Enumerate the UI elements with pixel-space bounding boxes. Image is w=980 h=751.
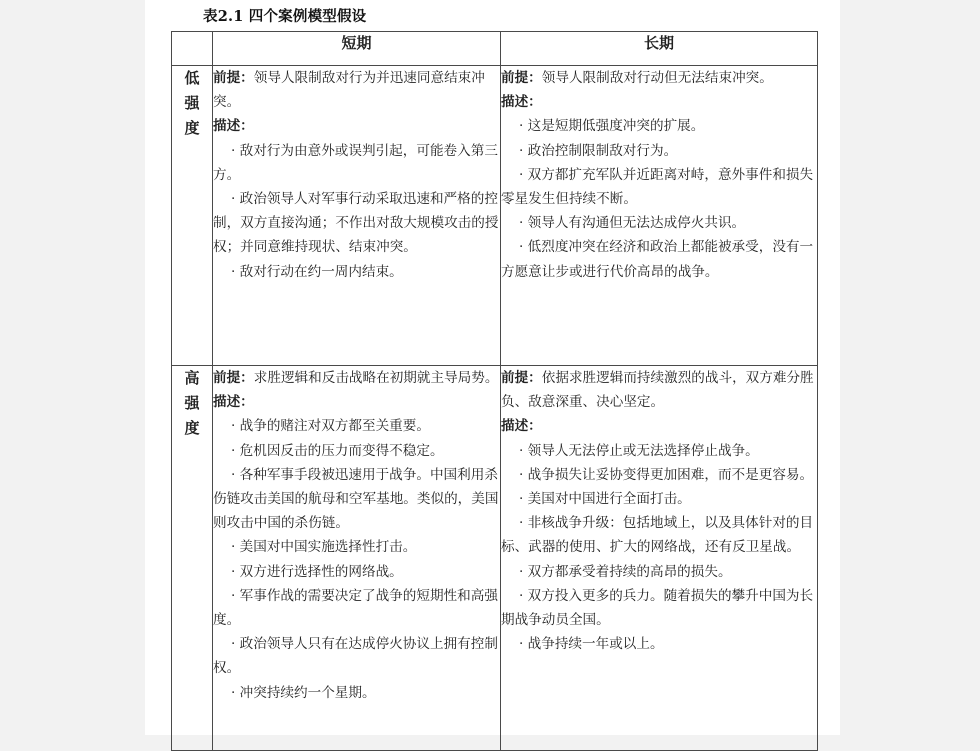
bullet-item: · 冲突持续约一个星期。: [231, 684, 376, 701]
row-header-char: 强: [184, 394, 200, 412]
premise-text: 领导人限制敌对行动但无法结束冲突。: [541, 70, 773, 86]
bullet-item: · 敌对行动在约一周内结束。: [231, 263, 403, 280]
premise-label: 前提：: [501, 70, 542, 86]
bullet-item: · 双方都扩充军队并近距离对峙，意外事件和损失零星发生但持续不断。: [501, 166, 814, 208]
bullet-item: · 战争持续一年或以上。: [519, 636, 664, 653]
corner-cell: [172, 32, 213, 66]
cell-low-short: [213, 66, 501, 366]
bullet-item: · 美国对中国实施选择性打击。: [231, 539, 417, 556]
row-header-char: 强: [184, 94, 200, 112]
description-label: 描述：: [501, 94, 542, 111]
column-header-long-term: 长期: [501, 32, 818, 66]
premise-paragraph: [501, 366, 817, 414]
cell-low-long: [501, 66, 818, 366]
premise-label: 前提：: [213, 70, 254, 86]
premise-text: 领导人限制敌对行为并迅速同意结束冲突。: [213, 70, 485, 111]
table-row-low-intensity: [172, 66, 818, 366]
bullet-item: · 双方进行选择性的网络战。: [231, 563, 403, 580]
bullet-item: · 政治领导人只有在达成停火协议上拥有控制权。: [213, 636, 498, 677]
bullet-item: · 领导人无法停止或无法选择停止战争。: [519, 442, 759, 459]
premise-label: 前提：: [213, 370, 254, 386]
bullet-item: · 战争损失让妥协变得更加困难，而不是更容易。: [519, 466, 814, 483]
premise-text: 求胜逻辑和反击战略在初期就主导局势。: [253, 370, 499, 386]
column-header-short-term: 短期: [213, 32, 501, 66]
row-header-char: 度: [184, 119, 200, 137]
row-header-low-intensity: [172, 66, 213, 366]
bullet-item: · 双方都承受着持续的高昂的损失。: [519, 563, 732, 580]
bullet-item: · 双方投入更多的兵力。随着损失的攀升中国为长期战争动员全国。: [501, 587, 814, 629]
premise-text: 依据求胜逻辑而持续激烈的战斗，双方难分胜负、敌意深重、决心坚定。: [501, 370, 814, 411]
description-label: 描述：: [213, 118, 254, 135]
cell-high-long: [501, 366, 818, 751]
premise-label: 前提：: [501, 370, 542, 386]
header-row: [172, 32, 818, 66]
bullet-item: · 非核战争升级：包括地域上，以及具体针对的目标、武器的使用、扩大的网络战，还有反卫星战。: [501, 515, 814, 556]
cell-high-short: [213, 366, 501, 751]
premise-paragraph: [213, 366, 500, 390]
bullet-item: · 各种军事手段被迅速用于战争。中国利用杀伤链攻击美国的航母和空军基地。类似的，美国则攻击中国的杀伤链。: [213, 466, 499, 532]
bullet-item: · 政治领导人对军事行动采取迅速和严格的控制，双方直接沟通；不作出对敌大规模攻击的授权；并同意维持现状、结束冲突。: [213, 191, 499, 256]
description-label: 描述：: [501, 418, 542, 435]
bullet-item: · 这是短期低强度冲突的扩展。: [519, 118, 705, 135]
row-header-char: 高: [184, 369, 200, 387]
row-header-char: 低: [184, 69, 200, 87]
case-model-table: [171, 31, 818, 751]
bullet-item: · 危机因反击的压力而变得不稳定。: [231, 442, 444, 459]
bullet-item: · 领导人有沟通但无法达成停火共识。: [519, 215, 746, 232]
table-row-high-intensity: [172, 366, 818, 751]
bullet-item: · 美国对中国进行全面打击。: [519, 491, 691, 508]
row-header-char: 度: [184, 419, 200, 437]
bullet-item: · 敌对行为由意外或误判引起，可能卷入第三方。: [213, 142, 498, 183]
premise-paragraph: [501, 66, 817, 90]
row-header-high-intensity: [172, 366, 213, 751]
premise-paragraph: [213, 66, 500, 114]
table-caption: 表2.1 四个案例模型假设: [203, 8, 367, 25]
bullet-item: · 军事作战的需要决定了战争的短期性和高强度。: [213, 587, 498, 629]
bullet-item: · 战争的赌注对双方都至关重要。: [231, 418, 430, 435]
bullet-item: · 低烈度冲突在经济和政治上都能被承受，没有一方愿意让步或进行代价高昂的战争。: [501, 239, 814, 280]
bullet-item: · 政治控制限制敌对行为。: [519, 142, 678, 159]
description-label: 描述：: [213, 394, 254, 411]
